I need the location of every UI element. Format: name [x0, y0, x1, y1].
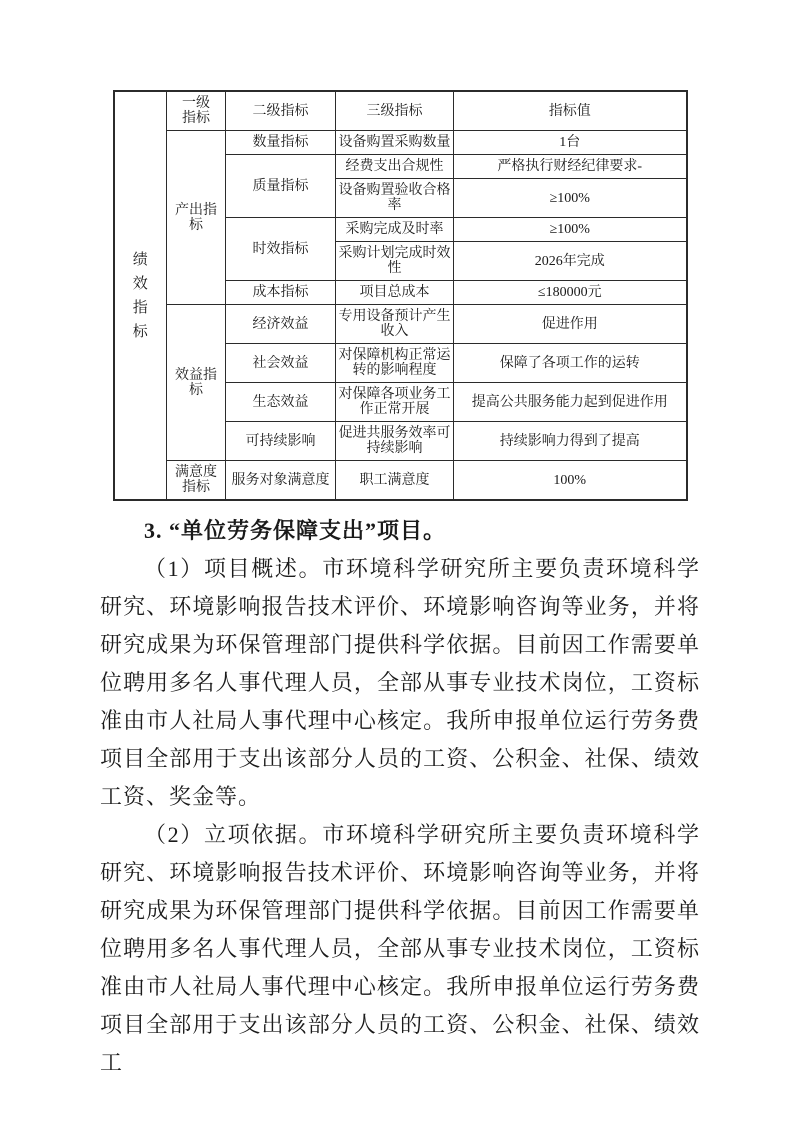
table-cell-value: ≥100%	[454, 218, 687, 242]
table-cell-value: ≥100%	[454, 179, 687, 218]
header-level3: 三级指标	[336, 91, 454, 131]
table-cell-level3: 促进共服务效率可持续影响	[336, 422, 454, 461]
table-cell-value: 2026年完成	[454, 242, 687, 281]
table-cell-level2: 服务对象满意度	[226, 461, 336, 501]
table-header-row	[114, 91, 687, 131]
table-cell-level2: 经济效益	[226, 305, 336, 344]
section-heading: 3. “单位劳务保障支出”项目。	[144, 518, 447, 543]
table-cell-value: 持续影响力得到了提高	[454, 422, 687, 461]
header-value: 指标值	[454, 91, 687, 131]
vertical-label: 绩效指标	[132, 251, 148, 340]
table-cell-level3: 设备购置验收合格率	[336, 179, 454, 218]
table-cell-level3: 对保障机构正常运转的影响程度	[336, 344, 454, 383]
table-cell-level2: 时效指标	[226, 218, 336, 281]
header-level1: 一级指标	[167, 91, 226, 131]
table-cell-level3: 专用设备预计产生收入	[336, 305, 454, 344]
table-cell-level2: 生态效益	[226, 383, 336, 422]
table-cell-level2: 可持续影响	[226, 422, 336, 461]
table-cell-level3: 项目总成本	[336, 281, 454, 305]
table-cell-value: ≤180000元	[454, 281, 687, 305]
performance-indicator-table	[113, 90, 688, 501]
page-content	[100, 0, 700, 1082]
table-cell-level3: 设备购置采购数量	[336, 131, 454, 155]
table-row	[114, 305, 687, 344]
paragraph-project-overview: （1）项目概述。市环境科学研究所主要负责环境科学研究、环境影响报告技术评价、环境影响咨询等业务，并将研究成果为环保管理部门提供科学依据。目前因工作需要单位聘用多名人事代理人员，全部从事专业技术岗位，工资标准由市人社局人事代理中心核定。我所申报单位运行劳务费项目全部用于支出该部分人员的工资、公积金、社保、绩效工资、奖金等。	[100, 556, 700, 809]
table-cell-level1: 满意度指标	[167, 461, 226, 501]
table-row	[114, 131, 687, 155]
table-cell-level3: 经费支出合规性	[336, 155, 454, 179]
table-cell-level2: 数量指标	[226, 131, 336, 155]
table-cell-level1: 产出指标	[167, 131, 226, 305]
paragraph-project-basis: （2）立项依据。市环境科学研究所主要负责环境科学研究、环境影响报告技术评价、环境影响咨询等业务，并将研究成果为环保管理部门提供科学依据。目前因工作需要单位聘用多名人事代理人员，全部从事专业技术岗位，工资标准由市人社局人事代理中心核定。我所申报单位运行劳务费项目全部用于支出该部分人员的工资、公积金、社保、绩效工	[100, 822, 700, 1075]
table-cell-level2: 质量指标	[226, 155, 336, 218]
table-cell-level3: 采购计划完成时效性	[336, 242, 454, 281]
table-cell-value: 提高公共服务能力起到促进作用	[454, 383, 687, 422]
table-cell-value: 促进作用	[454, 305, 687, 344]
table-cell-value: 100%	[454, 461, 687, 501]
table-cell-value: 严格执行财经纪律要求-	[454, 155, 687, 179]
table-cell-level3: 采购完成及时率	[336, 218, 454, 242]
table-row	[114, 461, 687, 501]
header-level2: 二级指标	[226, 91, 336, 131]
table-cell-level2: 社会效益	[226, 344, 336, 383]
table-cell-level2: 成本指标	[226, 281, 336, 305]
table-cell-value: 保障了各项工作的运转	[454, 344, 687, 383]
table-cell-group-label	[114, 91, 167, 500]
table-cell-level3: 对保障各项业务工作正常开展	[336, 383, 454, 422]
table-cell-level1: 效益指标	[167, 305, 226, 461]
table-cell-value: 1台	[454, 131, 687, 155]
table-cell-level3: 职工满意度	[336, 461, 454, 501]
